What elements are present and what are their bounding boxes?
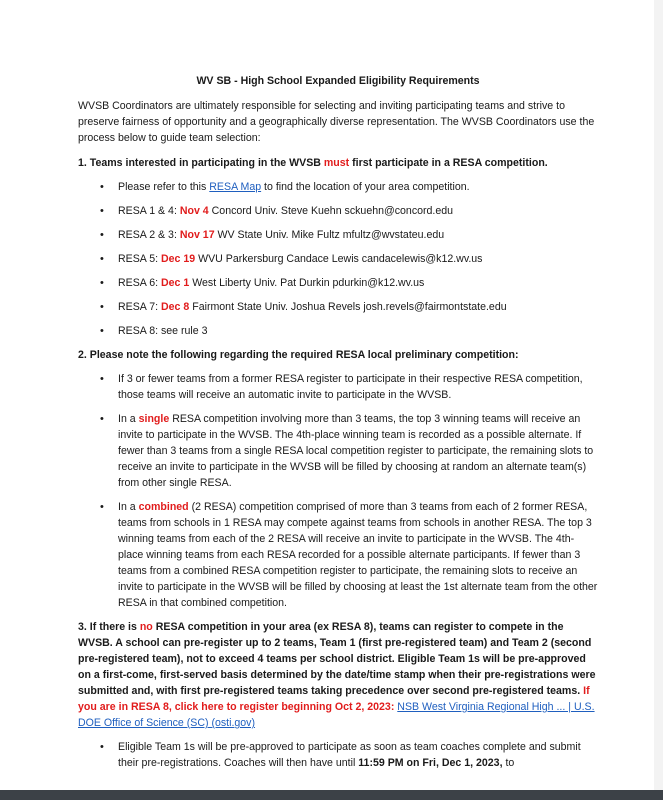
intro-paragraph: WVSB Coordinators are ultimately responsible for selecting and inviting participating teams and strive to preserve fairness of opportunity and a geographically diverse representation. The WVSB Coordinators use the process below to guide team selection: [78, 100, 595, 144]
resa-label: RESA 2 & 3: [118, 229, 180, 241]
resa-label: RESA 6: [118, 277, 161, 289]
viewer-bottom-bar [0, 790, 663, 800]
document-title: WV SB - High School Expanded Eligibility Requirements [196, 75, 480, 87]
resa-map-link[interactable]: RESA Map [209, 181, 262, 193]
resa-8-item: • RESA 8: see rule 3 [78, 323, 598, 339]
document-content [78, 73, 598, 779]
list-item [78, 299, 598, 315]
list-item [78, 203, 598, 219]
resa-date: Dec 1 [161, 277, 190, 289]
list-item [78, 275, 598, 291]
section-2-list [78, 371, 598, 611]
bullet-post: RESA competition involving more than 3 teams, the top 3 winning teams will receive an invite to participate in the WVSB. The 4th-place winning team is recorded as a possible alternate. If fewer than 3 teams from a single RESA local competition register to participate, the remaining slots to receive an invite to participate in the WVSB will be filled by choosing at random an alternate team(s) from other single RESA. [118, 413, 594, 489]
bullet-pre: In a [118, 413, 139, 425]
list-item [78, 411, 598, 491]
section-3-list [78, 739, 598, 771]
list-item: • If 3 or fewer teams from a former RESA register to participate in their respective RESA competition, those teams will receive an automatic invite to participate in the WVSB. [78, 371, 598, 403]
resa-list [78, 179, 598, 339]
combined-emphasis: combined [138, 501, 189, 513]
section-1-heading [78, 155, 598, 171]
section-2-heading: 2. Please note the following regarding the required RESA local preliminary competition: [78, 349, 519, 361]
bullet-pre: Eligible Team 1s will be pre-approved to participate as soon as team coaches complete and submit their pre-registrations. Coaches will then have until [118, 741, 581, 769]
list-item [78, 251, 598, 267]
resa-details: Concord Univ. Steve Kuehn sckuehn@concord.edu [208, 205, 454, 217]
list-item [78, 739, 598, 771]
resa-details: Fairmont State Univ. Joshua Revels josh.revels@fairmontstate.edu [189, 301, 507, 313]
list-item [78, 499, 598, 611]
bullet-pre: In a [118, 501, 139, 513]
resa-8-register-notice: If you are in RESA 8, click here to register beginning Oct 2, 2023: [78, 685, 590, 713]
deadline-emphasis: 11:59 PM on Fri, Dec 1, 2023, [358, 757, 503, 769]
section-1-heading-post: first participate in a RESA competition. [349, 157, 548, 169]
section-3-body: RESA competition in your area (ex RESA 8), teams can register to compete in the WVSB. A school can pre-register up to 2 teams, Team 1 (first pre-registered team) and Team 2 (second pre-registered team), not to exceed 4 teams per school district. Eligible Team 1s will be pre-approved on a first-come, first-served basis determined by the date/time stamp when their pre-registrations were submitted and, with first pre-registered teams taking precedence over second pre-registered teams. [78, 621, 596, 697]
resa-map-post: to find the location of your area competition. [261, 181, 470, 193]
resa-date: Nov 17 [179, 229, 215, 241]
resa-label: RESA 7: [118, 301, 161, 313]
resa-map-pre: Please refer to this [118, 181, 210, 193]
resa-map-item [78, 179, 598, 195]
resa-date: Dec 19 [161, 253, 196, 265]
resa-date: Dec 8 [161, 301, 190, 313]
resa-details: WV State Univ. Mike Fultz mfultz@wvstateu.edu [214, 229, 445, 241]
resa-label: RESA 1 & 4: [118, 205, 180, 217]
section-3-paragraph [78, 619, 598, 731]
resa-date: Nov 4 [179, 205, 209, 217]
registration-link[interactable]: NSB West Virginia Regional High ... | U.S. DOE Office of Science (SC) (osti.gov) [78, 701, 595, 729]
no-emphasis: no [139, 621, 153, 633]
single-emphasis: single [138, 413, 170, 425]
resa-details: West Liberty Univ. Pat Durkin pdurkin@k12.wv.us [189, 277, 425, 289]
must-emphasis: must [323, 157, 350, 169]
bullet-post: to [502, 757, 515, 769]
resa-label: RESA 5: [118, 253, 161, 265]
viewer-margin [654, 0, 663, 800]
resa-details: WVU Parkersburg Candace Lewis candacelewis@k12.wv.us [195, 253, 483, 265]
bullet-post: (2 RESA) competition comprised of more than 3 teams from each of 2 former RESA, teams from schools in 1 RESA may compete against teams from schools in another RESA. The top 3 winning teams from each of the 2 RESA will receive an invite to participate in the WVSB. The 4th-place winning teams from each RESA recorded for a possible alternate participants. If fewer than 3 teams from a combined RESA competition register to participate, the remaining slots to receive an invite to participate in the WVSB will be filled by choosing at least the 1st alternate team from the other RESA in that combined competition. [118, 501, 598, 609]
section-1-heading-pre: 1. Teams interested in participating in the WVSB [78, 157, 324, 169]
list-item [78, 227, 598, 243]
section-3-pre: 3. If there is [78, 621, 140, 633]
